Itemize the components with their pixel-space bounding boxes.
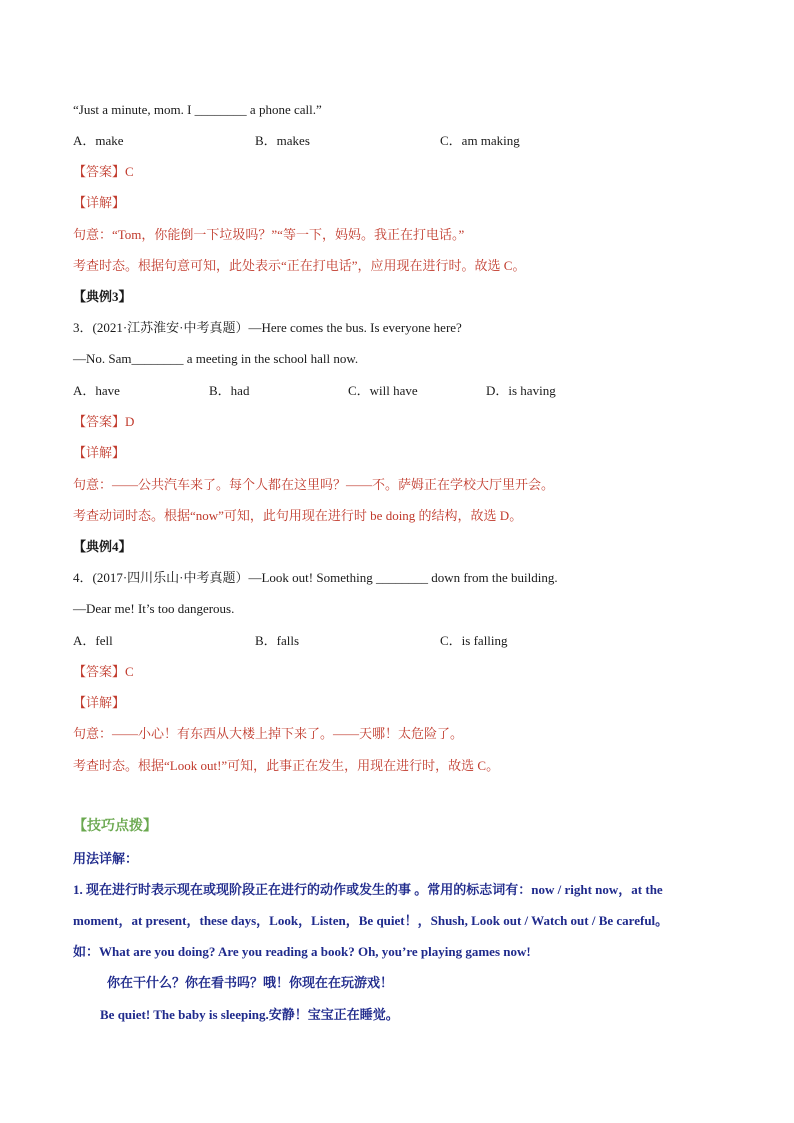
question-stem: 4．(2017·四川乐山·中考真题）—Look out! Something ________ down from the building. (73, 570, 558, 585)
detail-tag: 【详解】 (73, 695, 126, 710)
answer-tag: 【答案】 (73, 164, 126, 179)
detail-tag: 【详解】 (73, 195, 126, 210)
meaning-line: 句意：——公共汽车来了。每个人都在这里吗？——不。萨姆正在学校大厅里开会。 (73, 477, 555, 492)
answer-value: D (125, 414, 135, 429)
answer-value: C (125, 164, 134, 179)
meaning-line: 句意：“Tom，你能倒一下垃圾吗？”“等一下，妈妈。我正在打电话。” (73, 227, 465, 242)
example-chinese: 你在干什么？你在看书吗？哦！你现在在玩游戏！ (107, 975, 394, 990)
option-a: A．make (73, 133, 124, 148)
example-heading: 【典例3】 (73, 289, 132, 304)
answer-line (73, 663, 134, 681)
rule-line: moment，at present，these days，Look，Listen，Be quiet！，Shush, Look out / Watch out / Be careful。 (73, 913, 669, 928)
options-row (73, 632, 723, 650)
example-english: 如：What are you doing? Are you reading a book? Oh, you’re playing games now! (73, 944, 531, 959)
analysis-line: 考查时态。根据句意可知，此处表示“正在打电话”，应用现在进行时。故选 C。 (73, 258, 526, 273)
question-stem: —No. Sam________ a meeting in the school hall now. (73, 351, 359, 366)
option-c: C．am making (440, 133, 520, 148)
analysis-line: 考查时态。根据“Look out!”可知，此事正在发生，用现在进行时，故选 C。 (73, 758, 500, 773)
question-stem: 3．(2021·江苏淮安·中考真题）—Here comes the bus. Is everyone here? (73, 320, 462, 335)
meaning-line: 句意：——小心！有东西从大楼上掉下来了。——天哪！太危险了。 (73, 726, 464, 741)
answer-tag: 【答案】 (73, 414, 126, 429)
option-a: A．fell (73, 633, 113, 648)
option-b: B．falls (255, 633, 300, 648)
question-stem: —Dear me! It’s too dangerous. (73, 601, 235, 616)
option-a: A．have (73, 383, 120, 398)
options-row (73, 132, 723, 150)
detail-tag: 【详解】 (73, 445, 126, 460)
example-sentence: Be quiet! The baby is sleeping.安静！宝宝正在睡觉。 (100, 1007, 399, 1022)
option-b: B．had (209, 383, 250, 398)
rule-line: 1. 现在进行时表示现在或现阶段正在进行的动作或发生的事 。常用的标志词有：now / right now，at the (73, 882, 663, 897)
question-stem: “Just a minute, mom. I ________ a phone call.” (73, 102, 322, 117)
answer-value: C (125, 664, 134, 679)
answer-line (73, 413, 134, 431)
option-c: C．will have (348, 383, 418, 398)
answer-tag: 【答案】 (73, 664, 126, 679)
tips-heading: 【技巧点拨】 (73, 819, 157, 834)
usage-title: 用法详解： (73, 851, 139, 866)
option-d: D．is having (486, 383, 556, 398)
option-b: B．makes (255, 133, 310, 148)
answer-line (73, 163, 134, 181)
options-row (73, 382, 723, 400)
example-heading: 【典例4】 (73, 539, 132, 554)
option-c: C．is falling (440, 633, 508, 648)
analysis-line: 考查动词时态。根据“now”可知，此句用现在进行时 be doing 的结构，故选 D。 (73, 508, 523, 523)
